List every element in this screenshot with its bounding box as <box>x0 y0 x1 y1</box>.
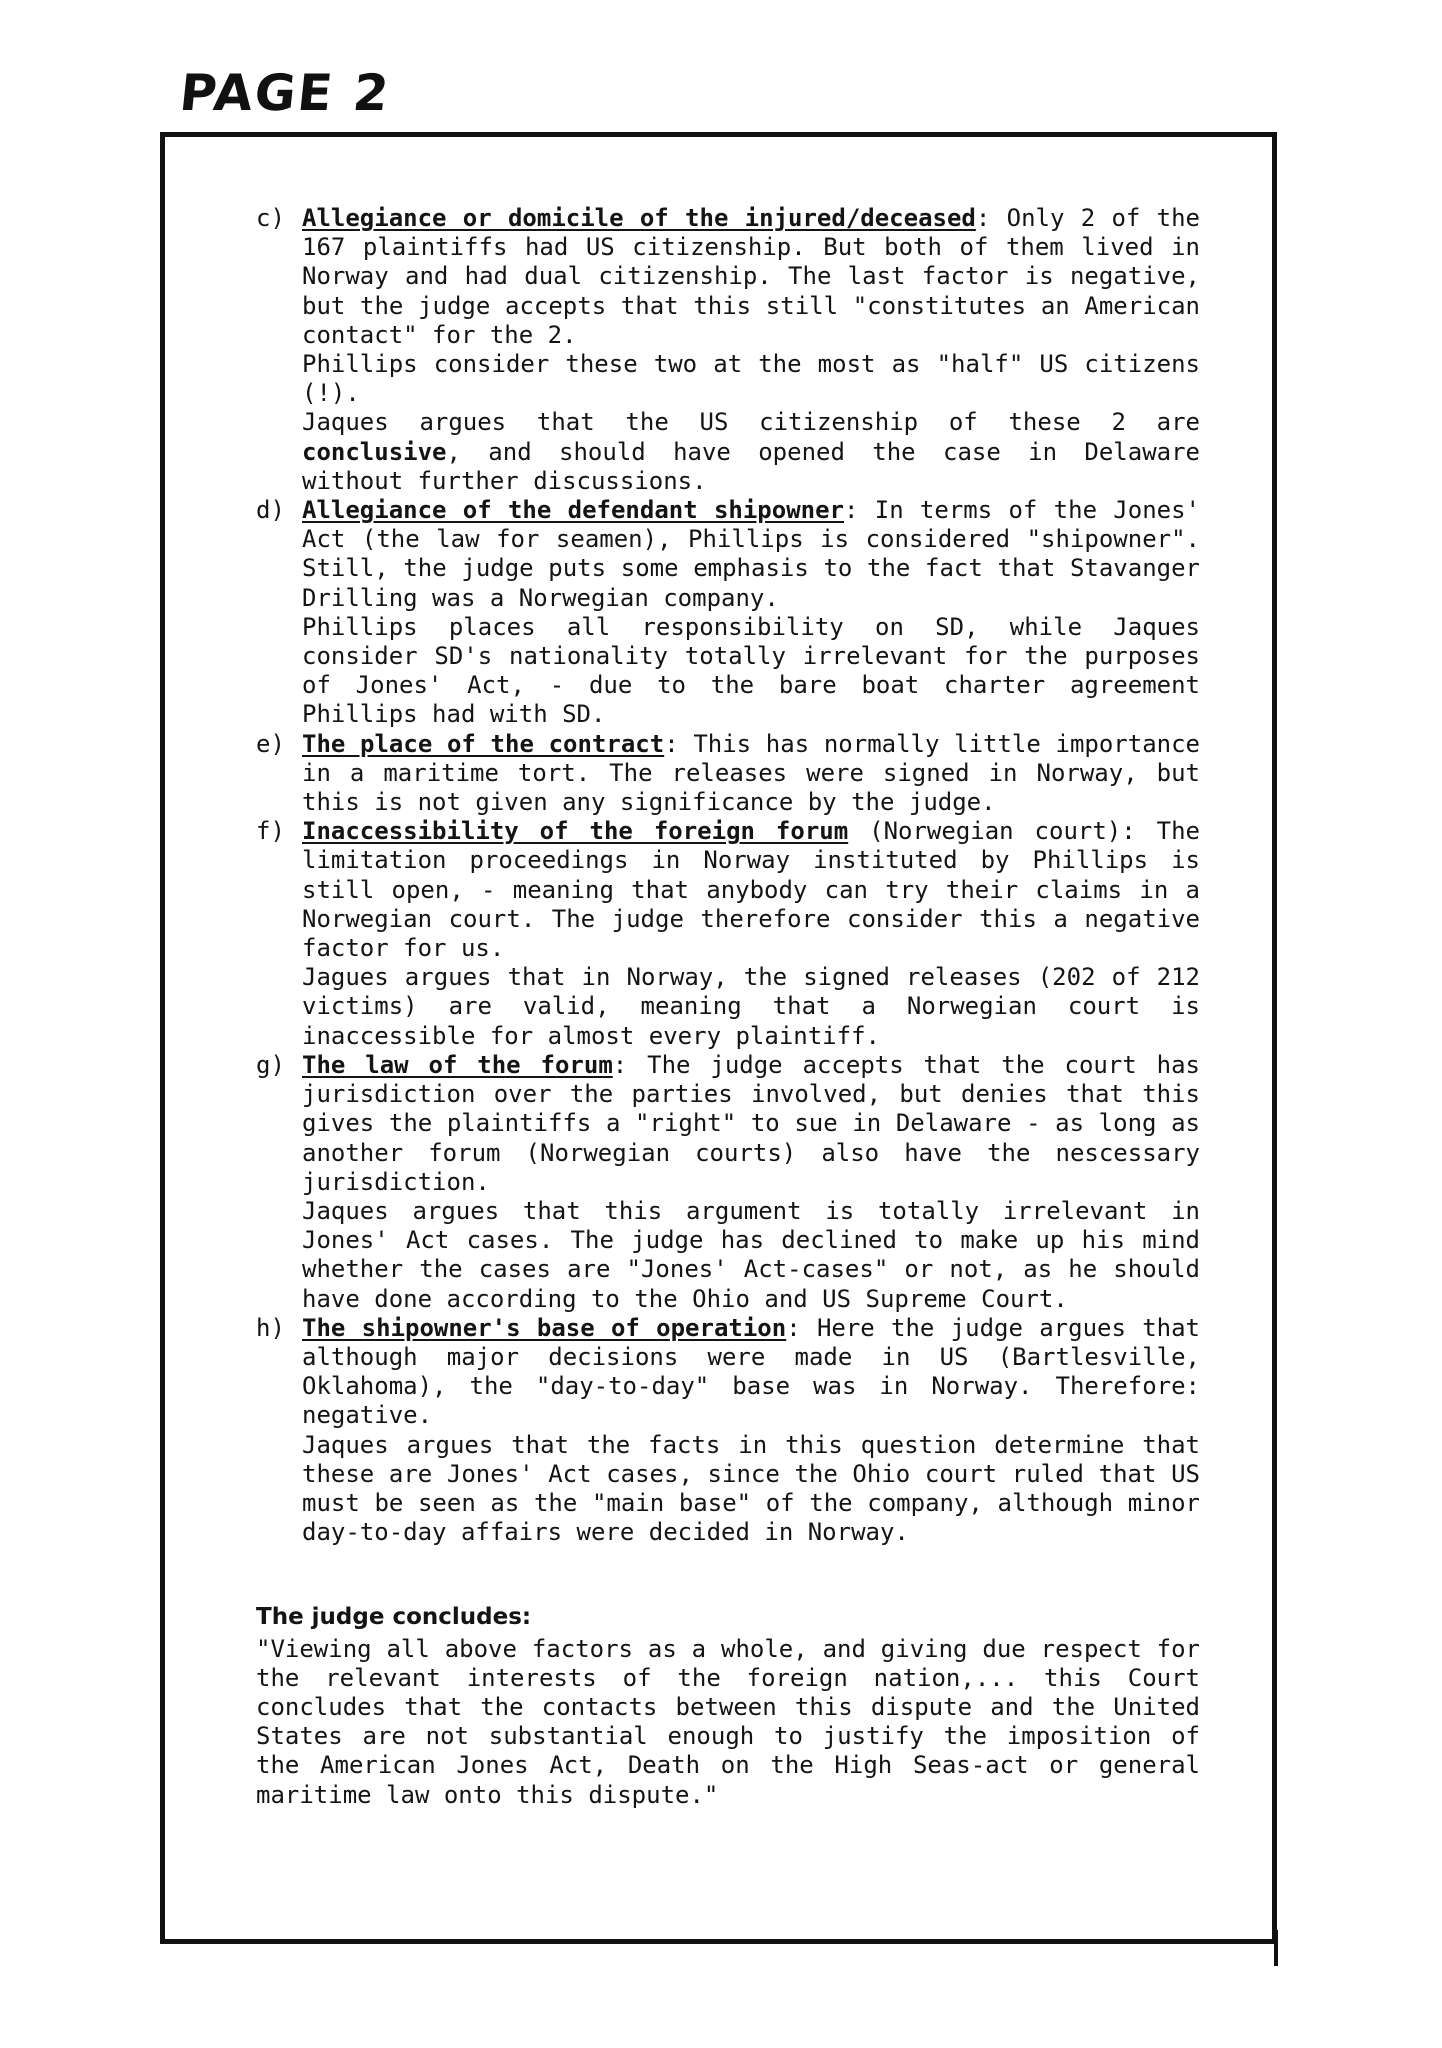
item-paragraph-3 <box>302 408 1200 496</box>
frame-corner-mark <box>1274 1930 1278 1966</box>
emphasis-text: conclusive <box>302 437 447 466</box>
conclusion-section <box>256 1603 1200 1809</box>
item-heading: The law of the forum <box>302 1050 613 1079</box>
conclusion-title: The judge concludes: <box>256 1604 532 1631</box>
list-item-h <box>256 1314 1200 1548</box>
item-letter: g) <box>256 1050 285 1079</box>
item-heading: Inaccessibility of the foreign forum <box>302 817 849 846</box>
item-paragraph <box>302 1051 1200 1197</box>
item-letter: h) <box>256 1313 285 1342</box>
item-text: (Norwegian court): The limitation proceedings in Norway instituted by Phillips is still open, - meaning that anybody can try their claims in a Norwegian court. The judge therefore consider this a negative factor for us. <box>302 817 1200 963</box>
item-text: : Here the judge argues that although major decisions were made in US (Bartlesville, Oklahoma), the "day-to-day" base was in Norway. Therefore: negative. <box>302 1313 1200 1430</box>
item-text: Jaques argues that the US citizenship of these 2 are <box>302 408 1200 437</box>
item-text: : In terms of the Jones' Act (the law for seamen), Phillips is considered "shipowner". Still, the judge puts some emphasis to the fact that Stavanger Drilling was a Norwegian company. <box>302 496 1200 612</box>
item-heading: Allegiance of the defendant shipowner <box>302 496 844 525</box>
page-label: PAGE 2 <box>176 64 394 122</box>
list-item-e <box>256 730 1200 818</box>
conclusion-quote: "Viewing all above factors as a whole, and giving due respect for the relevant interests of the foreign nation,... this Court concludes that the contacts between this dispute and the United States are not substantial enough to justify the imposition of the American Jones Act, Death on the High Seas-act or general maritime law onto this dispute." <box>256 1634 1200 1809</box>
list-item-c <box>256 204 1200 496</box>
item-paragraph <box>302 204 1200 350</box>
item-letter: e) <box>256 729 285 758</box>
list-item-g <box>256 1051 1200 1314</box>
item-text: : The judge accepts that the court has jurisdiction over the parties involved, but denies that this gives the plaintiffs a "right" to sue in Delaware - as long as another forum (Norwegian courts) also have the nescessary jurisdiction. <box>302 1050 1200 1196</box>
item-letter: c) <box>256 204 285 232</box>
item-letter: f) <box>256 817 285 846</box>
item-text: : Only 2 of the 167 plaintiffs had US citizenship. But both of them lived in Norway and had dual citizenship. The last factor is negative, but the judge accepts that this still "constitutes an American contact" for the 2. <box>302 204 1200 349</box>
item-paragraph <box>302 817 1200 963</box>
item-text: : This has normally little importance in a maritime tort. The releases were signed in Norway, but this is not given any significance by the judge. <box>302 729 1200 817</box>
item-paragraph <box>302 730 1200 818</box>
item-letter: d) <box>256 496 285 525</box>
item-heading: The shipowner's base of operation <box>302 1313 787 1342</box>
item-paragraph <box>302 496 1200 613</box>
item-paragraph-2: Phillips consider these two at the most as "half" US citizens (!). <box>302 350 1200 408</box>
item-text: , and should have opened the case in Delaware without further discussions. <box>302 437 1200 495</box>
item-paragraph-2: Phillips places all responsibility on SD, while Jaques consider SD's nationality totally irrelevant for the purposes of Jones' Act, - due to the bare boat charter agreement Phillips had with SD. <box>302 612 1200 729</box>
item-paragraph <box>302 1314 1200 1431</box>
list-item-f <box>256 817 1200 1051</box>
item-heading: The place of the contract <box>302 729 665 758</box>
list-item-d <box>256 496 1200 730</box>
document-body <box>256 204 1200 1810</box>
item-paragraph-2: Jaques argues that the facts in this question determine that these are Jones' Act cases, since the Ohio court ruled that US must be seen as the "main base" of the company, although minor day-to-day affairs were decided in Norway. <box>302 1430 1200 1547</box>
item-paragraph-2: Jaques argues that this argument is totally irrelevant in Jones' Act cases. The judge has declined to make up his mind whether the cases are "Jones' Act-cases" or not, as he should have done according to the Ohio and US Supreme Court. <box>302 1196 1200 1313</box>
item-paragraph-2: Jagues argues that in Norway, the signed releases (202 of 212 victims) are valid, meaning that a Norwegian court is inaccessible for almost every plaintiff. <box>302 963 1200 1050</box>
item-heading: Allegiance or domicile of the injured/deceased <box>302 204 976 232</box>
